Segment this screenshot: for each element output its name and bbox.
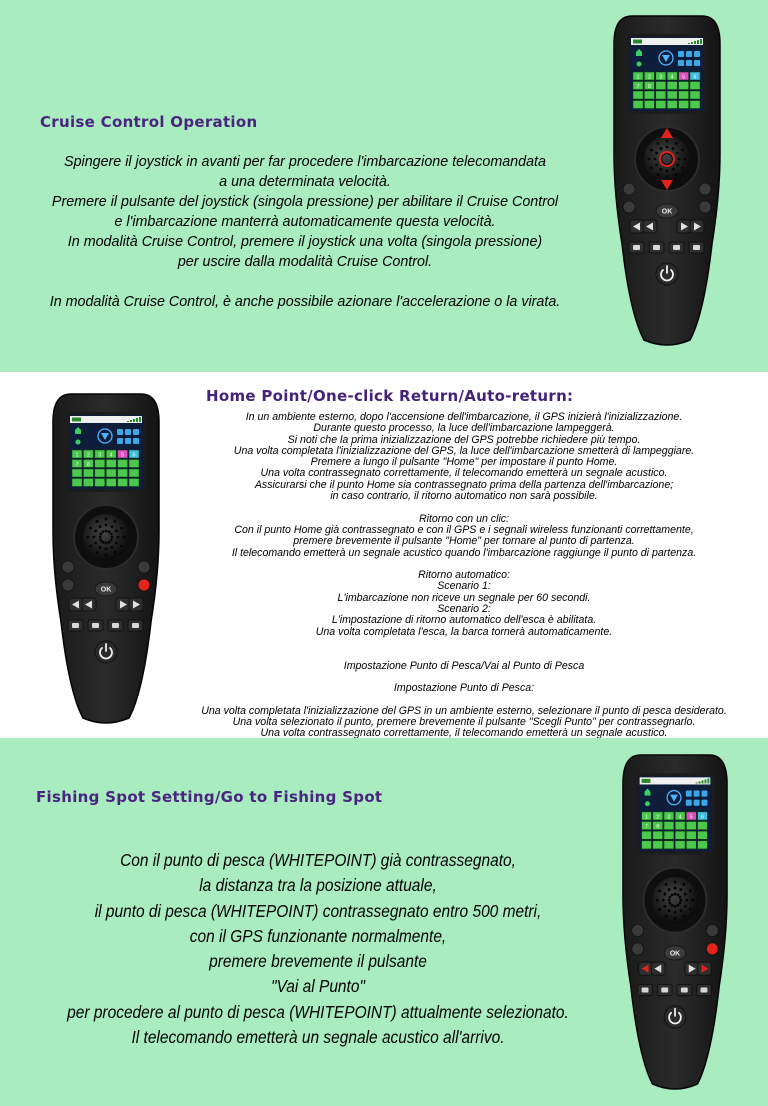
grid-number: 3 (659, 74, 663, 81)
text-line: L'impostazione di ritorno automatico dell'esca è abilitata. (331, 614, 597, 627)
grid-number: 5 (682, 74, 685, 81)
spot-cell (675, 841, 685, 849)
function-icon (653, 245, 660, 250)
spot-cell (644, 91, 654, 99)
grid-number: 4 (678, 814, 682, 821)
grid-number: 2 (648, 74, 651, 81)
location-button (632, 925, 644, 937)
grid-number: 8 (656, 824, 660, 831)
grid-number: 4 (109, 452, 113, 459)
grid-number: 6 (701, 814, 704, 821)
location-pin-icon (76, 440, 81, 445)
spot-cell (95, 460, 105, 468)
spot-cell (664, 841, 674, 849)
text-line: Si noti che la prima inizializzazione del GPS potrebbe richiedere più tempo. (287, 433, 641, 446)
spot-cell (118, 460, 128, 468)
text-line: Una volta completata l'inizializzazione del GPS in un ambiente esterno, selezionare il punto di pesca desiderato. (201, 704, 727, 717)
grid-number: 2 (656, 814, 660, 821)
spot-cell (664, 822, 674, 830)
text-line: premere brevemente il pulsante "Home" per tornare al punto di partenza. (293, 535, 635, 548)
spot-cell (679, 101, 689, 109)
spot-cell (667, 82, 677, 90)
function-icon (693, 245, 700, 250)
text-line: la distanza tra la posizione attuale, (199, 875, 437, 896)
text-line: Una volta completata l'inizializzazione del GPS, la luce dell'imbarcazione smetterà di lampeggiare. (233, 444, 695, 457)
function-icon (72, 623, 79, 628)
grid-number: 6 (693, 74, 697, 81)
battery-icon (642, 779, 651, 783)
spot-cell (667, 101, 677, 109)
remote-control-image (51, 392, 161, 727)
text-line: Una volta contrassegnato correttamente, il telecomando emetterà un segnale acustico. (260, 467, 668, 480)
spot-cell (690, 91, 700, 99)
text-line: per procedere al punto di pesca (WHITEPOINT) attualmente selezionato. (67, 1001, 569, 1022)
spot-cell (667, 91, 677, 99)
ok-label: OK (661, 208, 673, 216)
function-icon (92, 623, 99, 628)
spot-cell (698, 822, 708, 830)
text-line: Una volta selezionato il punto, premere brevemente il pulsante "Scegli Punto" per contrassegnarlo. (232, 716, 696, 729)
spot-cell (656, 82, 666, 90)
location-button (623, 183, 635, 195)
function-icon (681, 987, 688, 992)
home-point-section (0, 372, 768, 738)
joystick (83, 514, 129, 560)
text-line: In modalità Cruise Control, è anche possibile azionare l'accelerazione o la virata. (49, 294, 561, 310)
home-button (138, 579, 150, 591)
remote-control-image (621, 753, 729, 1093)
spot-cell (686, 841, 696, 849)
spot-cell (642, 841, 652, 849)
spot-cell (129, 460, 139, 468)
text-line: Impostazione Punto di Pesca/Vai al Punto di Pesca (343, 659, 585, 672)
spot-cell (95, 469, 105, 477)
set-point-button (699, 183, 711, 195)
home-point-text (160, 412, 768, 738)
spot-cell (656, 101, 666, 109)
home-button (706, 943, 718, 955)
text-line: Ritorno con un clic: (418, 512, 510, 525)
spot-cell (698, 831, 708, 839)
ok-label: OK (100, 586, 112, 594)
spot-cell (106, 460, 116, 468)
spot-cell (95, 479, 105, 487)
spot-cell (633, 91, 643, 99)
set-point-button (138, 561, 150, 573)
grid-number: 8 (87, 462, 90, 468)
spot-cell (72, 469, 82, 477)
text-line: Ritorno automatico: (418, 569, 510, 582)
text-line: Una volta completata l'esca, la barca tornerà automaticamente. (315, 625, 613, 638)
text-line: Premere a lungo il pulsante "Home" per impostare il punto Home. (310, 456, 618, 469)
grid-number: 3 (667, 814, 671, 821)
spot-cell (106, 469, 116, 477)
text-line: L'imbarcazione non riceve un segnale per 60 secondi. (337, 591, 591, 604)
text-line: il punto di pesca (WHITEPOINT) contrassegnato entro 500 metri, (94, 900, 542, 921)
spot-cell (656, 91, 666, 99)
spot-cell (642, 831, 652, 839)
text-line: per uscire dalla modalità Cruise Control. (177, 254, 433, 270)
spot-cell (686, 822, 696, 830)
spot-cell (679, 91, 689, 99)
fishing-spot-heading: Fishing Spot Setting/Go to Fishing Spot (36, 788, 383, 806)
spot-cell (675, 822, 685, 830)
text-line: Assicurarsi che il punto Home sia contrassegnato prima della partenza dell'imbarcazione; (254, 478, 674, 491)
grid-number: 5 (121, 452, 124, 459)
text-line (160, 502, 768, 513)
function-icon (132, 623, 139, 628)
spot-cell (129, 479, 139, 487)
function-icon (642, 987, 649, 992)
function-icon (701, 987, 708, 992)
text-line: "Vai al Punto" (271, 976, 365, 997)
spot-cell (675, 831, 685, 839)
text-line: e l'imbarcazione manterrà automaticamente questa velocità. (114, 214, 496, 230)
grid-number: 1 (645, 814, 648, 821)
battery-icon (633, 40, 642, 44)
spot-cell (633, 101, 643, 109)
grid-number: 6 (132, 452, 136, 459)
spot-cell (686, 831, 696, 839)
text-line: Il telecomando emetterà un segnale acustico all'arrivo. (131, 1027, 505, 1048)
set-point-button (706, 925, 718, 937)
function-icon (661, 987, 668, 992)
function-icon (112, 623, 119, 628)
text-line: Scenario 1: (437, 580, 491, 593)
text-line: in caso contrario, il ritorno automatico non sarà possibile. (330, 490, 598, 503)
joystick (644, 136, 690, 182)
cruise-control-section (0, 0, 768, 372)
location-pin-icon (645, 801, 650, 806)
spot-cell (106, 479, 116, 487)
function-icon (633, 245, 640, 250)
gear-icon (62, 579, 74, 591)
text-line: Impostazione Punto di Pesca: (393, 682, 535, 695)
text-line: premere brevemente il pulsante (209, 951, 427, 972)
ok-label: OK (669, 950, 681, 958)
spot-cell (690, 101, 700, 109)
cruise-control-heading: Cruise Control Operation (40, 113, 258, 131)
gear-icon (623, 201, 635, 213)
home-button (699, 201, 711, 213)
text-line: Durante questo processo, la luce dell'imbarcazione lampeggerà. (313, 422, 615, 435)
text-line: a una determinata velocità. (219, 174, 391, 190)
text-line: Una volta contrassegnato correttamente, il telecomando emetterà un segnale acustico. (260, 727, 668, 738)
function-icon (673, 245, 680, 250)
gear-icon (632, 943, 644, 955)
grid-number: 8 (648, 84, 651, 90)
spot-cell (698, 841, 708, 849)
remote-control-image (612, 14, 722, 349)
text-line: Spingere il joystick in avanti per far procedere l'imbarcazione telecomandata (64, 154, 546, 170)
text-line: Con il punto Home già contrassegnato e con il GPS e i segnali wireless funzionanti correttamente, (234, 523, 694, 536)
grid-number: 3 (98, 452, 102, 459)
battery-icon (72, 418, 81, 422)
grid-number: 4 (670, 74, 674, 81)
grid-number: 1 (636, 74, 640, 81)
text-line: Premere il pulsante del joystick (singola pressione) per abilitare il Cruise Control (51, 194, 559, 210)
grid-number: 5 (689, 814, 693, 821)
text-line: In modalità Cruise Control, premere il joystick una volta (singola pressione) (67, 234, 543, 250)
grid-number: 7 (636, 84, 640, 90)
spot-cell (83, 469, 93, 477)
grid-number: 7 (645, 824, 648, 831)
text-line: Con il punto di pesca (WHITEPOINT) già contrassegnato, (120, 850, 516, 870)
location-pin-icon (637, 62, 642, 67)
grid-number: 1 (75, 452, 79, 459)
location-button (62, 561, 74, 573)
spot-cell (653, 841, 663, 849)
spot-cell (129, 469, 139, 477)
fishing-spot-text (54, 848, 582, 1050)
spot-cell (664, 831, 674, 839)
spot-cell (118, 479, 128, 487)
text-line: Il telecomando emetterà un segnale acustico quando l'imbarcazione raggiunge il punto di partenza. (231, 546, 697, 559)
spot-cell (118, 469, 128, 477)
spot-cell (72, 479, 82, 487)
spot-cell (644, 101, 654, 109)
spot-cell (690, 82, 700, 90)
text-line: con il GPS funzionante normalmente, (189, 925, 447, 946)
spot-cell (83, 479, 93, 487)
cruise-control-text (20, 152, 590, 312)
text-line (20, 272, 590, 292)
grid-number: 7 (75, 462, 79, 468)
text-line: Scenario 2: (437, 603, 491, 616)
joystick (652, 877, 697, 924)
home-point-heading: Home Point/One-click Return/Auto-return: (206, 387, 574, 405)
text-line (160, 649, 768, 660)
text-line: In un ambiente esterno, dopo l'accensione dell'imbarcazione, il GPS inizierà l'inizializzazione. (245, 411, 683, 423)
fishing-spot-section (0, 738, 768, 1106)
spot-cell (653, 831, 663, 839)
grid-number: 2 (87, 452, 90, 459)
spot-cell (679, 82, 689, 90)
